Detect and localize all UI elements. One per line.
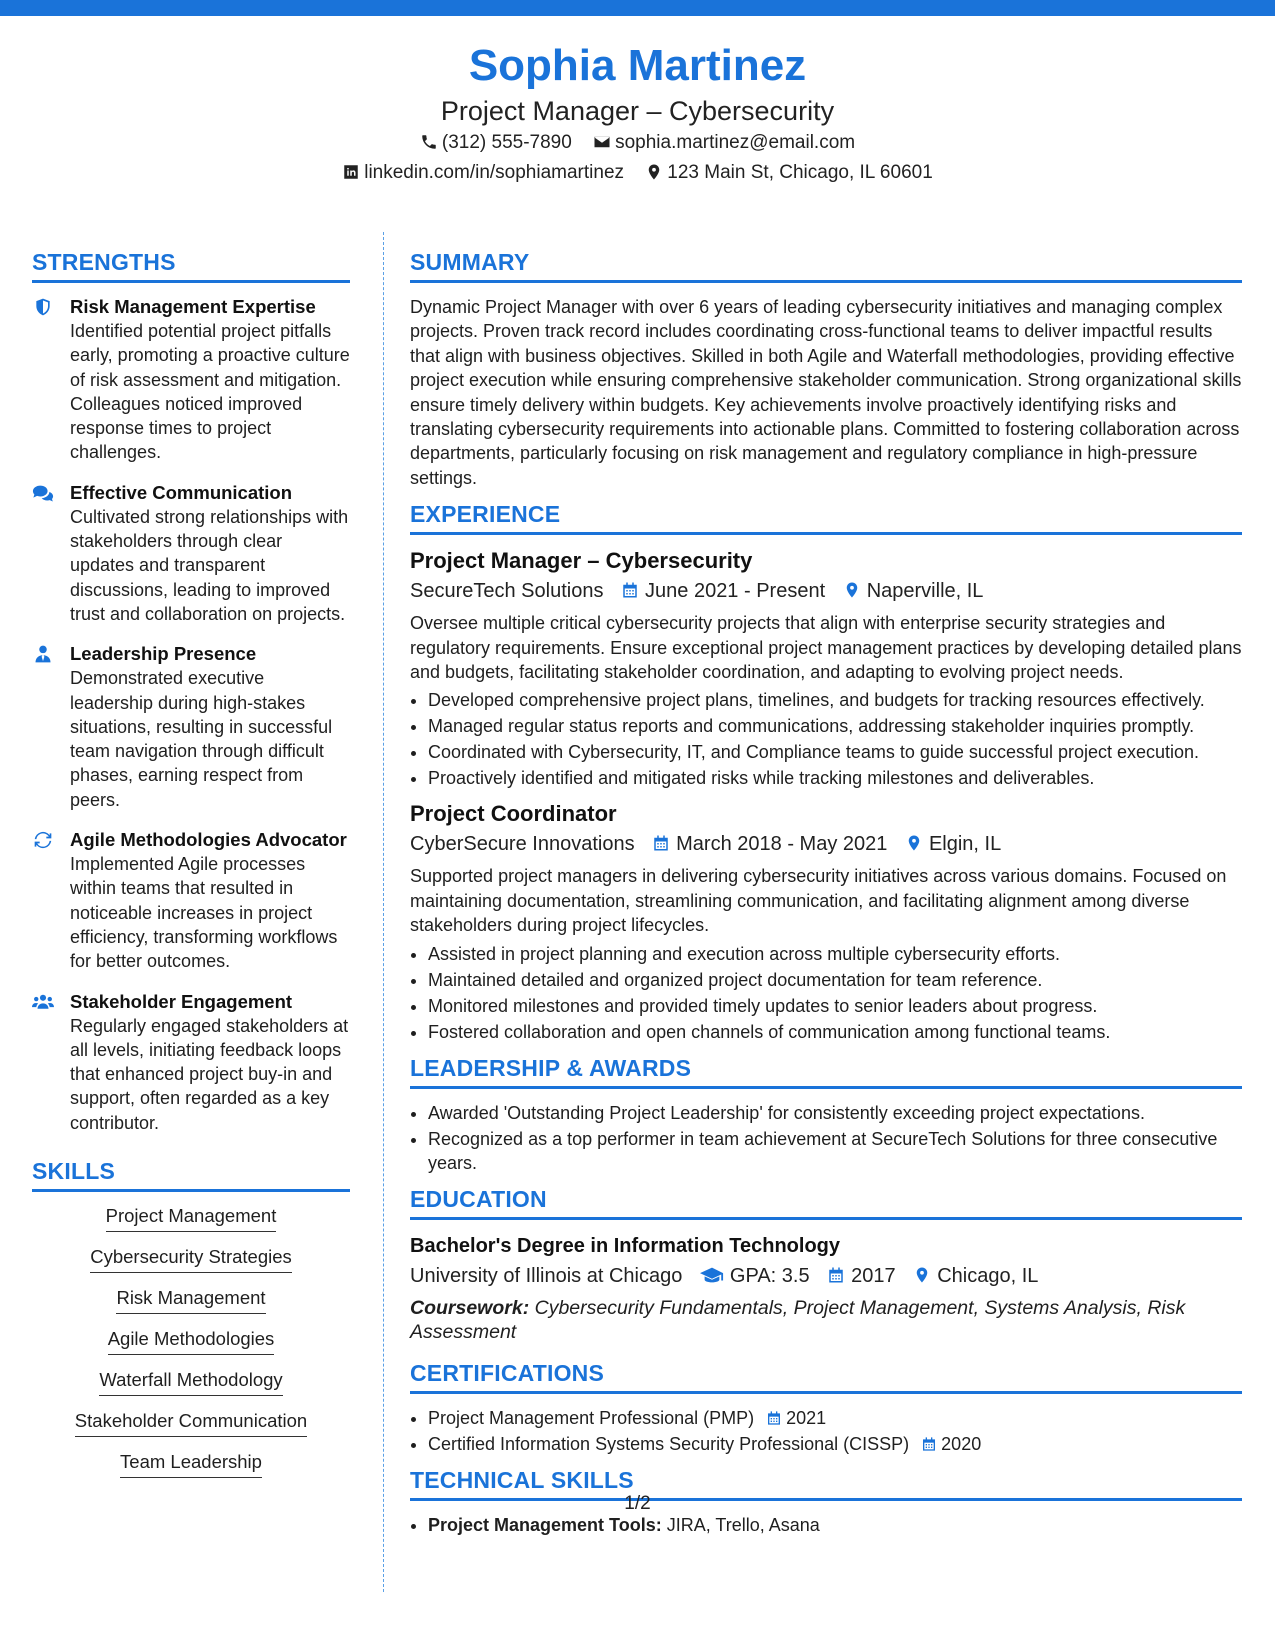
strength-title: Leadership Presence [70, 643, 257, 665]
coursework-list: Cybersecurity Fundamentals, Project Management, Systems Analysis, Risk Assessment [410, 1296, 1186, 1344]
award-bullet: • Recognized as a top performer in team achievement at SecureTech Solutions for three consecutive years. [428, 1127, 1242, 1175]
strength-item [32, 990, 350, 1135]
strength-title: Risk Management Expertise [70, 296, 316, 317]
job-description: Oversee multiple critical cybersecurity projects that align with enterprise security strategies and regulatory requirements. Ensure exceptional project management practices by developing detailed plans and budgets, facilitating stakeholder coordination, and adapting to evolving project needs. [410, 613, 1242, 683]
user-tie-icon [32, 644, 54, 664]
job-bullet: • Proactively identified and mitigated risks while tracking milestones and deliverables. [428, 766, 1242, 790]
coursework-label: Coursework: [410, 1296, 530, 1319]
certification-year: 2020 [941, 1433, 982, 1454]
skills-heading: SKILLS [32, 1157, 350, 1192]
job-location [905, 828, 1001, 860]
calendar-icon [827, 1263, 845, 1283]
job-dates [621, 575, 825, 607]
strength-title: Stakeholder Engagement [70, 990, 293, 1012]
job-location [843, 575, 984, 607]
school-location-text: Chicago, IL [937, 1264, 1039, 1287]
street-address: 123 Main St, Chicago, IL 60601 [667, 162, 933, 183]
phone-icon [420, 131, 438, 149]
job-bullet: • Fostered collaboration and open channels of communication among functional teams. [428, 1020, 1242, 1044]
users-icon [32, 992, 54, 1012]
contact-row-2 [0, 158, 1275, 188]
job-bullet: • Maintained detailed and organized project documentation for team reference. [428, 968, 1242, 992]
certification-name: Certified Information Systems Security Professional (CISSP) [428, 1433, 910, 1454]
summary-text: Dynamic Project Manager with over 6 years of leading cybersecurity initiatives and managing complex projects. Proven track record includes coordinating cross-functional teams to deliver impactful results that align with business objectives. Skilled in both Agile and Waterfall methodologies, providing effective project execution while ensuring comprehensive stakeholder communication. Strong organizational skills ensure timely delivery within budgets. Key achievements involve proactively identifying risks and translating cybersecurity requirements into actionable plans. Committed to fostering collaboration across departments, particularly focusing on risk management and regulatory compliance in high-pressure settings. [410, 297, 1242, 488]
school-name: University of Illinois at Chicago [410, 1264, 683, 1287]
skill-tag: Stakeholder Communication [75, 1409, 307, 1437]
technical-skills-heading: TECHNICAL SKILLS [410, 1466, 1242, 1501]
job-description: Supported project managers in delivering cybersecurity initiatives across various domains. Focused on maintaining documentation, streamlining communication, and facilitating alignment among diverse stakeholders during project lifecycles. [410, 866, 1227, 936]
job-meta [410, 575, 1242, 607]
map-marker-icon [913, 1263, 931, 1283]
top-accent-bar [0, 0, 1275, 16]
phone-contact [420, 128, 572, 158]
job-entry [410, 800, 1242, 1043]
skill-tag: Project Management [106, 1204, 277, 1232]
leadership-bullets [410, 1101, 1242, 1175]
calendar-icon [652, 831, 670, 851]
company-name: CyberSecure Innovations [410, 833, 635, 856]
gpa [700, 1260, 810, 1292]
strength-item [32, 642, 350, 812]
strength-item [32, 481, 350, 626]
strength-title: Effective Communication [70, 481, 293, 503]
technical-skill-item [428, 1513, 1242, 1537]
comments-icon [32, 483, 54, 503]
skills-list [32, 1204, 350, 1491]
strength-description: Demonstrated executive leadership during high-stakes situations, resulting in successful team navigation through difficult phases, earning respect from peers. [70, 668, 333, 810]
experience-heading: EXPERIENCE [410, 500, 1242, 535]
email-contact[interactable] [593, 128, 855, 158]
calendar-icon [766, 1409, 782, 1427]
graduation-year-text: 2017 [851, 1264, 896, 1287]
resume-header [0, 40, 1275, 188]
sync-icon [32, 830, 54, 850]
job-bullet: • Assisted in project planning and execution across multiple cybersecurity efforts. [428, 942, 1242, 966]
map-marker-icon [905, 831, 923, 851]
linkedin-contact[interactable] [342, 158, 624, 188]
strength-item [32, 295, 350, 465]
skill-tag: Cybersecurity Strategies [90, 1245, 292, 1273]
leadership-heading: LEADERSHIP & AWARDS [410, 1054, 1242, 1089]
strength-item [32, 828, 350, 973]
page-number: 1/2 [624, 1493, 651, 1514]
education-heading: EDUCATION [410, 1185, 1242, 1220]
calendar-icon [621, 578, 639, 598]
phone-number: (312) 555-7890 [441, 132, 572, 153]
strength-description: Regularly engaged stakeholders at all levels, initiating feedback loops that enhanced project buy-in and support, often regarded as a key contributor. [70, 1015, 349, 1133]
map-marker-icon [843, 578, 861, 598]
certification-name: Project Management Professional (PMP) [428, 1407, 755, 1428]
skill-tag: Team Leadership [120, 1450, 262, 1478]
job-location-text: Elgin, IL [928, 833, 1002, 856]
envelope-icon [593, 131, 611, 149]
certifications-list [410, 1406, 1242, 1456]
strength-description: Cultivated strong relationships with stakeholders through clear updates and transparent discussions, leading to improved trust and collaboration on projects. [70, 506, 349, 624]
column-divider [383, 232, 384, 1592]
job-title: Project Coordinator [410, 801, 617, 827]
map-marker-icon [645, 161, 663, 179]
job-location-text: Naperville, IL [866, 580, 984, 603]
certification-item [428, 1406, 1242, 1430]
calendar-icon [921, 1435, 937, 1453]
contact-row-1 [0, 128, 1275, 158]
graduation-cap-icon [700, 1263, 724, 1283]
coursework [410, 1296, 1242, 1345]
skill-tag: Waterfall Methodology [99, 1368, 282, 1396]
strength-description: Implemented Agile processes within teams that resulted in noticeable increases in project efficiency, transforming workflows for better outcomes. [70, 854, 338, 972]
job-bullet: • Managed regular status reports and communications, addressing stakeholder inquiries promptly. [428, 714, 1242, 738]
company-name: SecureTech Solutions [410, 580, 604, 603]
job-meta [410, 828, 1242, 860]
gpa-text: GPA: 3.5 [729, 1264, 810, 1287]
skill-tag: Agile Methodologies [108, 1327, 275, 1355]
strength-description: Identified potential project pitfalls early, promoting a proactive culture of risk assessment and mitigation. Colleagues noticed improved response times to project challenges. [70, 321, 350, 463]
job-bullet: • Monitored milestones and provided timely updates to senior leaders about progress. [428, 994, 1242, 1018]
summary-heading: SUMMARY [410, 248, 1242, 283]
school-location [913, 1260, 1038, 1292]
award-bullet: • Awarded 'Outstanding Project Leadership' for consistently exceeding project expectations. [428, 1101, 1242, 1125]
email-address[interactable]: sophia.martinez@email.com [615, 132, 856, 153]
right-column [410, 248, 1242, 1547]
technical-skills-list [410, 1513, 1242, 1537]
education-meta [410, 1260, 1242, 1292]
address-contact [645, 158, 932, 188]
skill-tag: Risk Management [116, 1286, 265, 1314]
degree-name: Bachelor's Degree in Information Technology [410, 1234, 841, 1257]
candidate-name: Sophia Martinez [468, 41, 807, 90]
job-bullet: • Developed comprehensive project plans, timelines, and budgets for tracking resources effectively. [428, 688, 1242, 712]
job-bullets [410, 942, 1242, 1044]
certification-item [428, 1432, 1242, 1456]
strengths-heading: STRENGTHS [32, 248, 350, 283]
graduation-year [827, 1260, 896, 1292]
certification-year: 2021 [786, 1407, 827, 1428]
job-title: Project Manager – Cybersecurity [410, 548, 753, 574]
job-entry [410, 547, 1242, 790]
left-column [32, 248, 350, 1491]
job-bullets [410, 688, 1242, 790]
job-bullet: • Coordinated with Cybersecurity, IT, and Compliance teams to guide successful project execution. [428, 740, 1242, 764]
linkedin-url[interactable]: linkedin.com/in/sophiamartinez [364, 162, 625, 183]
shield-icon [32, 297, 54, 317]
technical-skill-value: JIRA, Trello, Asana [666, 1514, 820, 1535]
certifications-heading: CERTIFICATIONS [410, 1359, 1242, 1394]
job-dates [652, 828, 887, 860]
job-dates-text: June 2021 - Present [645, 580, 826, 603]
linkedin-icon [342, 161, 360, 179]
strength-title: Agile Methodologies Advocator [70, 829, 347, 851]
job-dates-text: March 2018 - May 2021 [676, 833, 888, 856]
candidate-title: Project Manager – Cybersecurity [440, 96, 835, 126]
technical-skill-label: Project Management Tools: [428, 1514, 662, 1535]
